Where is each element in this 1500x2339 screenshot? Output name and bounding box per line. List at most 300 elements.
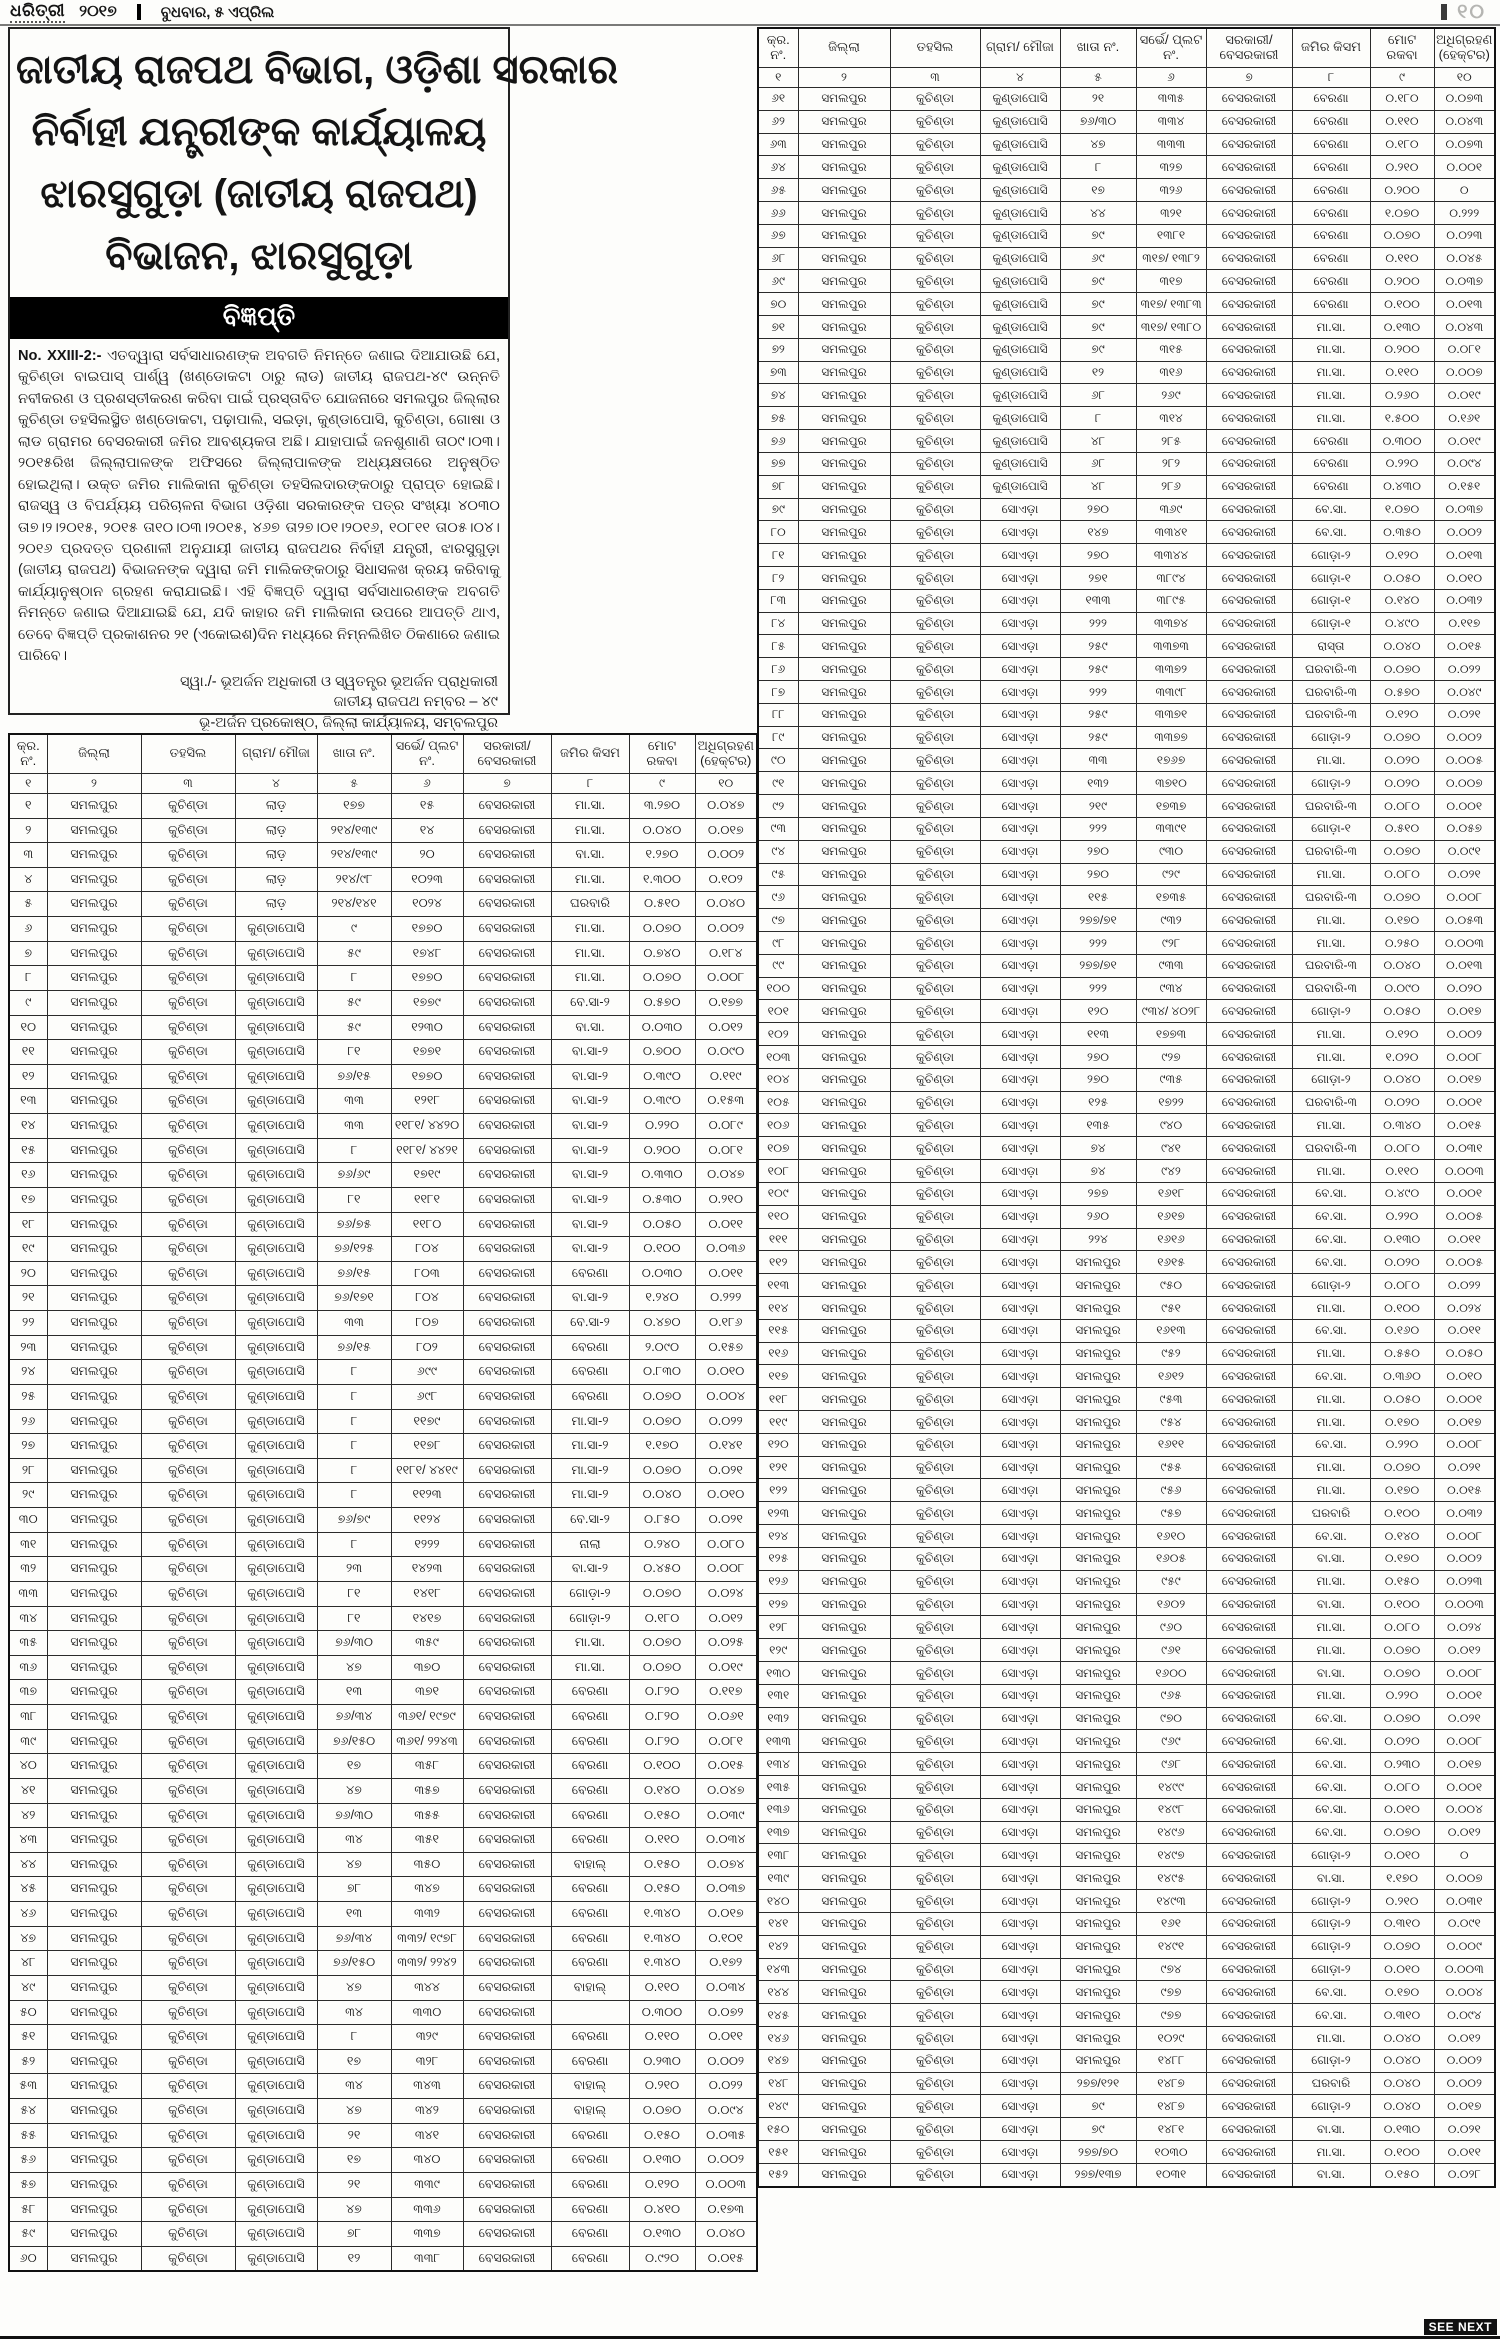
table-cell: ସମଲପୁର	[798, 886, 890, 909]
table-cell: ୩୮୯୫	[1136, 589, 1206, 612]
table-cell: ବେସରକାରୀ	[1206, 817, 1292, 840]
table-cell: ୩୪୧	[391, 2123, 463, 2148]
signature-line-2: ଜାତୀୟ ରାଜପଥ ନମ୍ବର – ୪୯	[333, 694, 498, 711]
table-cell: ୦.୦୯୪	[695, 2099, 757, 2124]
table-cell: ବେସରକାରୀ	[1206, 156, 1292, 179]
table-cell: ୧୨୩	[758, 1502, 798, 1525]
table-row	[758, 384, 1495, 407]
table-cell: ୫୬	[9, 2148, 47, 2173]
table-cell: କୁଚିଣ୍ଡା	[141, 1015, 235, 1040]
table-cell: ବେରଣା	[1292, 156, 1370, 179]
table-cell: ୮୮	[758, 703, 798, 726]
table-cell: ୩୧୬	[1136, 361, 1206, 384]
table-row	[758, 1228, 1495, 1251]
table-cell: ୦.୦୮୧	[695, 1138, 757, 1163]
table-cell: ବେସରକାରୀ	[1206, 589, 1292, 612]
table-cell: ଘରବାରି-୩	[1292, 703, 1370, 726]
table-cell: କୁଣ୍ଡାପୋସି	[980, 110, 1060, 133]
table-cell: ୦.୦୦୨	[695, 917, 757, 942]
table-cell: ବେସରକାରୀ	[1206, 1912, 1292, 1935]
table-cell: ୦.୧୪୧	[695, 1434, 757, 1459]
table-cell: ବେରଣା	[1292, 475, 1370, 498]
table-cell: ୧୦୨୪	[391, 892, 463, 917]
table-cell: ସୋଏଡ଼ା	[980, 1935, 1060, 1958]
table-cell: ୧୩	[317, 1902, 391, 1927]
table-cell: ସୋଏଡ଼ା	[980, 635, 1060, 658]
table-row	[758, 87, 1495, 110]
table-row	[758, 1844, 1495, 1867]
table-cell: ସମଲପୁର	[47, 1778, 141, 1803]
table-cell: ବେସରକାରୀ	[1206, 110, 1292, 133]
table-cell: ବେସରକାରୀ	[1206, 1798, 1292, 1821]
column-header: ତହସିଲ	[141, 734, 235, 773]
table-cell: ବେସରକାରୀ	[463, 1606, 551, 1631]
table-cell: ବେସରକାରୀ	[463, 1434, 551, 1459]
table-cell: ବେ.ସା.	[1292, 1798, 1370, 1821]
table-cell: କୁଚିଣ୍ଡା	[141, 1705, 235, 1730]
table-row	[758, 1502, 1495, 1525]
table-cell: କୁଚିଣ୍ଡା	[890, 498, 980, 521]
table-cell: ୭୬/୧୫	[317, 1064, 391, 1089]
table-cell: ୦.୦୫୦	[629, 1212, 695, 1237]
table-row	[9, 1778, 757, 1803]
table-cell: ସୋଏଡ଼ା	[980, 498, 1060, 521]
table-cell: ବେସରକାରୀ	[1206, 1958, 1292, 1981]
table-cell: ୦.୧୭୦	[1370, 1479, 1434, 1502]
table-cell: କୁଣ୍ଡାପୋସି	[235, 1434, 317, 1459]
table-cell: ବେସରକାରୀ	[463, 1902, 551, 1927]
table-cell: ୨୭୭/୭୧	[1060, 909, 1136, 932]
table-cell: ୧୧୮୧/ ୪୪୨୦	[391, 1114, 463, 1139]
table-cell: ୦.୧୧୦	[1370, 361, 1434, 384]
table-cell: ୦.୦୨୦	[1370, 1730, 1434, 1753]
table-row	[9, 1951, 757, 1976]
table-cell: କୁଣ୍ଡାପୋସି	[235, 917, 317, 942]
table-cell: ବେ.ସା-୨	[551, 1508, 629, 1533]
table-cell: ୩୪୨	[391, 2099, 463, 2124]
table-cell: ୩	[9, 843, 47, 868]
table-cell: କୁଚିଣ୍ଡା	[890, 589, 980, 612]
table-cell: ୩୪	[317, 2000, 391, 2025]
table-cell: ୦.୦୧୦	[1370, 1844, 1434, 1867]
table-cell: ବେସରକାରୀ	[1206, 475, 1292, 498]
table-cell: କୁଣ୍ଡାପୋସି	[235, 1483, 317, 1508]
table-cell: ୧୫	[9, 1138, 47, 1163]
table-row	[9, 1655, 757, 1680]
table-cell: ୨୯	[9, 1483, 47, 1508]
table-cell: ୦.୧୫୦	[629, 1877, 695, 1902]
table-cell: କୁଚିଣ୍ଡା	[141, 990, 235, 1015]
table-row	[758, 2049, 1495, 2072]
table-cell: ବେସରକାରୀ	[1206, 270, 1292, 293]
table-cell: ୦.୦୧୧	[1434, 1319, 1495, 1342]
table-cell: ୦.୦୦୩	[695, 2172, 757, 2197]
table-cell: ୩୪	[9, 1606, 47, 1631]
table-cell: ବେସରକାରୀ	[463, 793, 551, 818]
table-cell: ମା.ସା.	[1292, 361, 1370, 384]
table-cell: ବେସରକାରୀ	[1206, 2049, 1292, 2072]
table-cell: ୨୭	[9, 1434, 47, 1459]
table-cell: କୁଚିଣ୍ଡା	[890, 2004, 980, 2027]
table-cell: ୬୮	[1060, 452, 1136, 475]
table-cell: ଘରବାରି-୩	[1292, 954, 1370, 977]
table-cell: କୁଣ୍ଡାପୋସି	[235, 1311, 317, 1336]
table-cell: କୁଚିଣ୍ଡା	[890, 1205, 980, 1228]
table-cell: ସୋଏଡ଼ା	[980, 1593, 1060, 1616]
table-cell: ୧୪୯୮	[1136, 1798, 1206, 1821]
table-cell: ସମଲପୁର	[798, 1091, 890, 1114]
table-cell: ସୋଏଡ଼ା	[980, 1890, 1060, 1913]
table-cell: ବେରଣା	[1292, 179, 1370, 202]
table-cell: ସୋଏଡ଼ା	[980, 658, 1060, 681]
table-row	[758, 1776, 1495, 1799]
table-cell: ସମଲପୁର	[47, 1975, 141, 2000]
table-cell: ବେସରକାରୀ	[1206, 909, 1292, 932]
column-header: ମୋଟ ରକବା	[629, 734, 695, 773]
table-cell: ୦.୦୮୦	[1370, 863, 1434, 886]
table-cell: ବେରଣା	[551, 2148, 629, 2173]
table-cell: ସୋଏଡ଼ା	[980, 2095, 1060, 2118]
table-cell: ସମଲପୁର	[798, 1616, 890, 1639]
table-cell: ୯୬୧	[1136, 1639, 1206, 1662]
table-cell: ବେରଣା	[551, 1803, 629, 1828]
table-cell: କୁଚିଣ୍ଡା	[890, 1456, 980, 1479]
table-cell: ୯	[9, 990, 47, 1015]
table-cell: ସମଲପୁର	[1060, 1753, 1136, 1776]
table-cell: ବେସରକାରୀ	[1206, 1639, 1292, 1662]
table-cell: ସମଲପୁର	[47, 892, 141, 917]
table-row	[9, 2099, 757, 2124]
table-cell: ବେସରକାରୀ	[1206, 1502, 1292, 1525]
table-cell: କୁଣ୍ଡାପୋସି	[235, 1754, 317, 1779]
table-cell: ୦.୦୦୪	[1434, 1798, 1495, 1821]
table-cell: ବେସରକାରୀ	[463, 1187, 551, 1212]
table-cell: ୧୬୦୦	[1136, 1661, 1206, 1684]
table-cell: ୦.୨୪୦	[629, 1532, 695, 1557]
table-cell: ୦.୦୩୨	[1434, 1502, 1495, 1525]
table-cell: ୭୯	[1060, 338, 1136, 361]
table-row	[758, 407, 1495, 430]
table-cell: ସୋଏଡ଼ା	[980, 1000, 1060, 1023]
table-cell: ମା.ସା.	[551, 793, 629, 818]
table-cell: ସମଲପୁର	[47, 1951, 141, 1976]
table-cell: ୦.୦୦୯	[1434, 1935, 1495, 1958]
table-cell: ୧୨	[9, 1064, 47, 1089]
table-cell: ବେସରକାରୀ	[1206, 384, 1292, 407]
table-cell: ୦.୦୪୭	[695, 1778, 757, 1803]
table-cell: ୦.୨୦୦	[1370, 270, 1434, 293]
table-cell: ୭୪	[758, 384, 798, 407]
table-cell: ୦.୦୦୨	[1434, 1023, 1495, 1046]
table-cell: ସମଲପୁର	[798, 840, 890, 863]
table-cell: ସମଲପୁର	[798, 909, 890, 932]
table-cell: ବା.ସା-୨	[551, 1237, 629, 1262]
table-cell: ୦.୧୮୦	[1370, 87, 1434, 110]
table-cell: ୫୯	[317, 941, 391, 966]
table-cell: ସୋଏଡ଼ା	[980, 1502, 1060, 1525]
table-cell: ସମଲପୁର	[798, 2163, 890, 2186]
table-cell: ମା.ସା.	[1292, 1388, 1370, 1411]
table-cell: କୁଣ୍ଡାପୋସି	[235, 1015, 317, 1040]
table-cell: ୦.୧୧୦	[629, 1828, 695, 1853]
table-cell: ବା.ସା.	[1292, 2163, 1370, 2186]
table-cell: ବେସରକାରୀ	[1206, 1160, 1292, 1183]
table-cell: ୩୩୭୨	[1136, 658, 1206, 681]
table-cell: କୁଣ୍ଡାପୋସି	[235, 2246, 317, 2271]
table-cell: ବେସରକାରୀ	[1206, 635, 1292, 658]
table-cell: ୦.୫୭୦	[629, 990, 695, 1015]
table-cell: ୩୮୯୪	[1136, 566, 1206, 589]
paper-logo: ଧରିତ୍ରୀ	[10, 1, 65, 23]
table-cell: ୨୫୯	[1060, 635, 1136, 658]
table-row	[758, 1730, 1495, 1753]
table-cell: କୁଚିଣ୍ଡା	[890, 863, 980, 886]
table-cell: ୨୭୦	[1060, 498, 1136, 521]
table-cell: ସୋଏଡ଼ା	[980, 1684, 1060, 1707]
table-cell: ସମଲପୁର	[47, 1581, 141, 1606]
table-row	[758, 521, 1495, 544]
table-cell: ସୋଏଡ଼ା	[980, 681, 1060, 704]
table-cell: ୬	[9, 917, 47, 942]
table-cell: ବା.ସା-୨	[551, 1040, 629, 1065]
table-cell: ୦.୭୦୦	[629, 1040, 695, 1065]
table-cell: ୦.୧୩୦	[1370, 316, 1434, 339]
table-cell: ୦.୧୩୦	[1370, 2118, 1434, 2141]
table-cell: ସୋଏଡ଼ା	[980, 931, 1060, 954]
table-cell: ସମଲପୁର	[47, 1828, 141, 1853]
table-cell: ୦.୦୧୦	[1370, 1798, 1434, 1821]
table-cell: ବେସରକାରୀ	[463, 1532, 551, 1557]
table-cell: ୦.୦୨୧	[1434, 863, 1495, 886]
table-row	[9, 843, 757, 868]
table-cell: କୁଣ୍ଡାପୋସି	[235, 1828, 317, 1853]
table-cell: କୁଚିଣ୍ଡା	[890, 293, 980, 316]
table-cell: ବେସରକାରୀ	[463, 917, 551, 942]
table-cell: ବେସରକାରୀ	[463, 867, 551, 892]
table-cell: ସମଲପୁର	[47, 1655, 141, 1680]
table-cell: କୁଚିଣ୍ଡା	[890, 521, 980, 544]
table-cell: ୦.୦୪୦	[1370, 1068, 1434, 1091]
table-cell: ୯୫୫	[1136, 1456, 1206, 1479]
table-cell: ଲାଡ଼	[235, 793, 317, 818]
table-cell: ଘରବାରି-୩	[1292, 1137, 1370, 1160]
table-cell: ୦.୦୦୮	[1434, 886, 1495, 909]
table-cell: ୧.୨୪୦	[629, 1286, 695, 1311]
table-cell: ୬୭	[758, 224, 798, 247]
table-cell: କୁଣ୍ଡାପୋସି	[235, 1237, 317, 1262]
table-cell: ବେସରକାରୀ	[463, 966, 551, 991]
table-cell: ବେସରକାରୀ	[463, 1360, 551, 1385]
table-cell: ସମଲପୁର	[798, 247, 890, 270]
column-header: ସର୍ଭେ/ ପ୍ଲଟ ନଂ.	[1136, 28, 1206, 67]
table-cell: ୧୪୨	[758, 1935, 798, 1958]
table-cell: ସମଲପୁର	[1060, 1912, 1136, 1935]
table-cell: ୪୮	[9, 1951, 47, 1976]
table-cell: ବେସରକାରୀ	[463, 818, 551, 843]
table-cell: ସମଲପୁର	[1060, 1388, 1136, 1411]
table-cell: ୩୫୮	[391, 1754, 463, 1779]
table-cell: ୧୭୭୧	[391, 1040, 463, 1065]
table-row	[9, 1754, 757, 1779]
table-cell: କୁଣ୍ଡାପୋସି	[980, 316, 1060, 339]
table-cell: ବେସରକାରୀ	[1206, 224, 1292, 247]
table-row	[9, 1458, 757, 1483]
table-row	[758, 1707, 1495, 1730]
table-cell: ସମଲପୁର	[47, 1606, 141, 1631]
table-cell: କୁଚିଣ୍ଡା	[890, 156, 980, 179]
table-row	[758, 2118, 1495, 2141]
table-cell: ୭୬/୩୦	[317, 1803, 391, 1828]
table-cell: ୨୪	[9, 1360, 47, 1385]
table-cell: କୁଣ୍ଡାପୋସି	[235, 1532, 317, 1557]
table-cell: ୦.୦୧୫	[1434, 635, 1495, 658]
table-cell: ମା.ସା.	[1292, 1023, 1370, 1046]
table-cell: ଗୋଡ଼ା-୨	[1292, 2095, 1370, 2118]
table-cell: କୁଚିଣ୍ଡା	[890, 1776, 980, 1799]
table-cell: କୁଚିଣ୍ଡା	[890, 430, 980, 453]
table-cell: କୁଣ୍ଡାପୋସି	[235, 1680, 317, 1705]
table-cell: କୁଣ୍ଡାପୋସି	[235, 1163, 317, 1188]
table-cell: ୩୨୯	[391, 2025, 463, 2050]
table-cell: ସମଲପୁର	[47, 2197, 141, 2222]
table-cell: ୦.୧୦୦	[629, 1754, 695, 1779]
column-number: ୩	[141, 773, 235, 793]
table-cell: ବେସରକାରୀ	[1206, 498, 1292, 521]
table-cell: ସମଲପୁର	[47, 1163, 141, 1188]
table-cell: ୨୧୪/୧୪୧	[317, 892, 391, 917]
table-cell: ବେସରକାରୀ	[463, 1089, 551, 1114]
table-row	[758, 863, 1495, 886]
table-cell: କୁଣ୍ଡାପୋସି	[980, 156, 1060, 179]
table-row	[758, 1616, 1495, 1639]
table-row	[758, 1935, 1495, 1958]
table-cell: ସମଲପୁର	[798, 1776, 890, 1799]
table-cell: ୬୧	[758, 87, 798, 110]
table-cell: ୧୦୩୦	[1136, 2141, 1206, 2164]
column-header: ଜିଲ୍ଲା	[47, 734, 141, 773]
table-cell: ସମଲପୁର	[1060, 1296, 1136, 1319]
table-cell: ୯୫୪	[1136, 1411, 1206, 1434]
table-cell: ୭୭	[758, 452, 798, 475]
table-cell: କୁଣ୍ଡାପୋସି	[980, 293, 1060, 316]
table-cell: କୁଚିଣ୍ଡା	[890, 2118, 980, 2141]
table-cell: କୁଚିଣ୍ଡା	[890, 1616, 980, 1639]
table-row	[9, 941, 757, 966]
table-cell: ୦.୦୭୦	[1370, 224, 1434, 247]
table-cell: ବେସରକାରୀ	[463, 1064, 551, 1089]
acquisition-table-left	[8, 733, 758, 2272]
table-cell: କୁଚିଣ୍ଡା	[890, 1958, 980, 1981]
column-number: ୭	[463, 773, 551, 793]
table-cell: ୦.୦୭୦	[629, 1655, 695, 1680]
table-row	[758, 1114, 1495, 1137]
table-cell: ୮	[317, 1434, 391, 1459]
column-number: ୬	[391, 773, 463, 793]
table-cell: ୧୦୮	[758, 1160, 798, 1183]
table-cell: ଗୋଡ଼ା-୨	[1292, 772, 1370, 795]
column-number: ୫	[317, 773, 391, 793]
table-row	[9, 1508, 757, 1533]
table-cell: ୭୬/୧୭୧	[317, 1286, 391, 1311]
table-cell: ୦.୩୩୦	[629, 1163, 695, 1188]
table-cell: ୨୨	[9, 1311, 47, 1336]
table-cell: ୬୯	[1060, 247, 1136, 270]
table-cell: ୦.୦୭୦	[629, 1409, 695, 1434]
table-cell: ୧୧୮୦	[391, 1212, 463, 1237]
table-cell: କୁଚିଣ୍ଡା	[890, 1844, 980, 1867]
table-cell: ୩୩୩	[1136, 133, 1206, 156]
table-cell: ୦.୦୧୧	[695, 1212, 757, 1237]
table-row	[758, 316, 1495, 339]
table-cell: ୦.୧୮୦	[629, 1606, 695, 1631]
table-cell: କୁଚିଣ୍ଡା	[890, 1935, 980, 1958]
table-cell: ସୋଏଡ଼ା	[980, 1365, 1060, 1388]
table-cell: ବାହାଲ୍	[551, 1852, 629, 1877]
table-row	[9, 1384, 757, 1409]
table-row	[9, 1680, 757, 1705]
table-cell: ବେରଣା	[1292, 133, 1370, 156]
table-cell: ୦.୨୨୦	[1370, 1433, 1434, 1456]
table-cell: ୦.୦୦୭	[1434, 772, 1495, 795]
table-cell: କୁଚିଣ୍ଡା	[141, 941, 235, 966]
table-cell: ସମଲପୁର	[1060, 1890, 1136, 1913]
table-cell: ୦.୦୫୦	[1434, 1342, 1495, 1365]
table-cell: ୧୨୦	[758, 1433, 798, 1456]
table-cell: କୁଚିଣ୍ଡା	[141, 2074, 235, 2099]
table-row	[758, 2072, 1495, 2095]
table-cell: ସମଲପୁର	[798, 817, 890, 840]
table-cell: ୦.୦୭୦	[629, 1458, 695, 1483]
table-cell: ୦.୦୨୦	[1370, 1091, 1434, 1114]
table-cell: ୩୩୫	[1136, 87, 1206, 110]
table-row	[9, 1434, 757, 1459]
table-cell: ୧୨୪	[758, 1525, 798, 1548]
table-cell: ୦.୦୧୫	[695, 1754, 757, 1779]
table-cell: ୦.୦୦୪	[695, 1384, 757, 1409]
table-row	[758, 931, 1495, 954]
table-cell: ସମଲପୁର	[798, 1958, 890, 1981]
table-cell: ବେସରକାରୀ	[463, 2222, 551, 2247]
table-cell: କୁଚିଣ୍ଡା	[890, 909, 980, 932]
table-cell: ସମଲପୁର	[798, 87, 890, 110]
table-cell: ୦.୧୫୦	[629, 2123, 695, 2148]
table-cell: ବେସରକାରୀ	[1206, 1388, 1292, 1411]
table-cell: ୧୬୧୫	[1136, 1251, 1206, 1274]
table-row	[758, 658, 1495, 681]
table-cell: ୬୪	[758, 156, 798, 179]
table-cell: ବା.ସା.	[551, 843, 629, 868]
table-row	[758, 224, 1495, 247]
table-cell: ୩୩୪୪	[1136, 544, 1206, 567]
table-cell: ୨୭୭/୭୦	[1060, 2141, 1136, 2164]
table-cell: ୦.୦୭୦	[629, 966, 695, 991]
table-cell: ସମଲପୁର	[1060, 1570, 1136, 1593]
table-cell: ସୋଏଡ଼ା	[980, 749, 1060, 772]
table-cell: ବେସରକାରୀ	[1206, 1342, 1292, 1365]
table-row	[9, 990, 757, 1015]
table-cell: ବେସରକାରୀ	[1206, 1091, 1292, 1114]
table-row	[9, 2049, 757, 2074]
column-header: ଖାତା ନଂ.	[1060, 28, 1136, 67]
table-cell: ବେସରକାରୀ	[1206, 544, 1292, 567]
table-cell: ସମଲପୁର	[47, 1852, 141, 1877]
table-cell: ୪୨	[9, 1803, 47, 1828]
table-cell: ବେସରକାରୀ	[1206, 1274, 1292, 1297]
table-cell: ବେରଣା	[1292, 87, 1370, 110]
table-cell: ୪୬	[9, 1902, 47, 1927]
table-row	[758, 566, 1495, 589]
table-cell: ୫୩	[9, 2074, 47, 2099]
